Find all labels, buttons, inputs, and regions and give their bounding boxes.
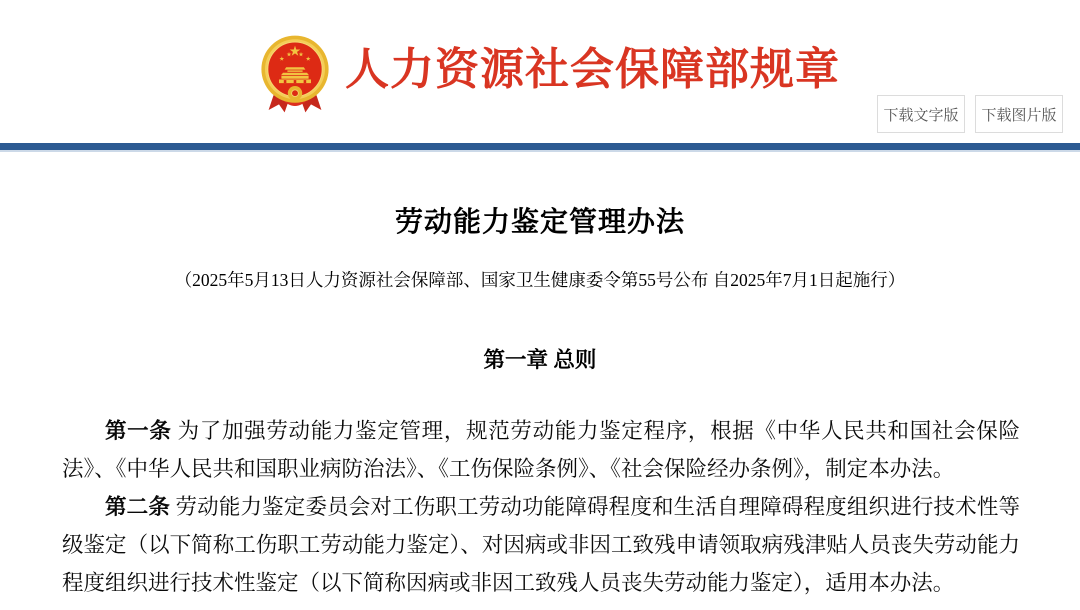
article-1: [62, 412, 1020, 488]
national-emblem-icon: [255, 31, 335, 117]
articles-container: [62, 412, 1020, 602]
header: [0, 0, 1080, 143]
agency-title: 人力资源社会保障部规章: [345, 45, 840, 94]
header-divider-bar: [0, 143, 1080, 150]
article-2-text: 劳动能力鉴定委员会对工伤职工劳动功能障碍程度和生活自理障碍程度组织进行技术性等级鉴定（以下简称工伤职工劳动能力鉴定）、对因病或非因工致残申请领取病残津贴人员丧失劳动能力程度组织进行技术性鉴定（以下简称因病或非因工致残人员丧失劳动能力鉴定），适用本办法。: [62, 495, 1020, 595]
download-text-version-button[interactable]: 下载文字版: [877, 95, 965, 133]
article-2: [62, 488, 1020, 602]
header-divider-shadow: [0, 150, 1080, 152]
download-image-version-button[interactable]: 下载图片版: [975, 95, 1063, 133]
article-1-text: 为了加强劳动能力鉴定管理，规范劳动能力鉴定程序，根据《中华人民共和国社会保险法》、《中华人民共和国职业病防治法》、《工伤保险条例》、《社会保险经办条例》，制定本办法。: [62, 419, 1020, 481]
article-2-number: 第二条: [105, 495, 170, 519]
promulgation-line: （2025年5月13日人力资源社会保障部、国家卫生健康委令第55号公布 自2025年7月1日起施行）: [174, 270, 906, 290]
article-1-number: 第一条: [105, 419, 172, 443]
chapter-heading: 第一章 总则: [483, 348, 597, 372]
document-title: 劳动能力鉴定管理办法: [394, 207, 685, 238]
